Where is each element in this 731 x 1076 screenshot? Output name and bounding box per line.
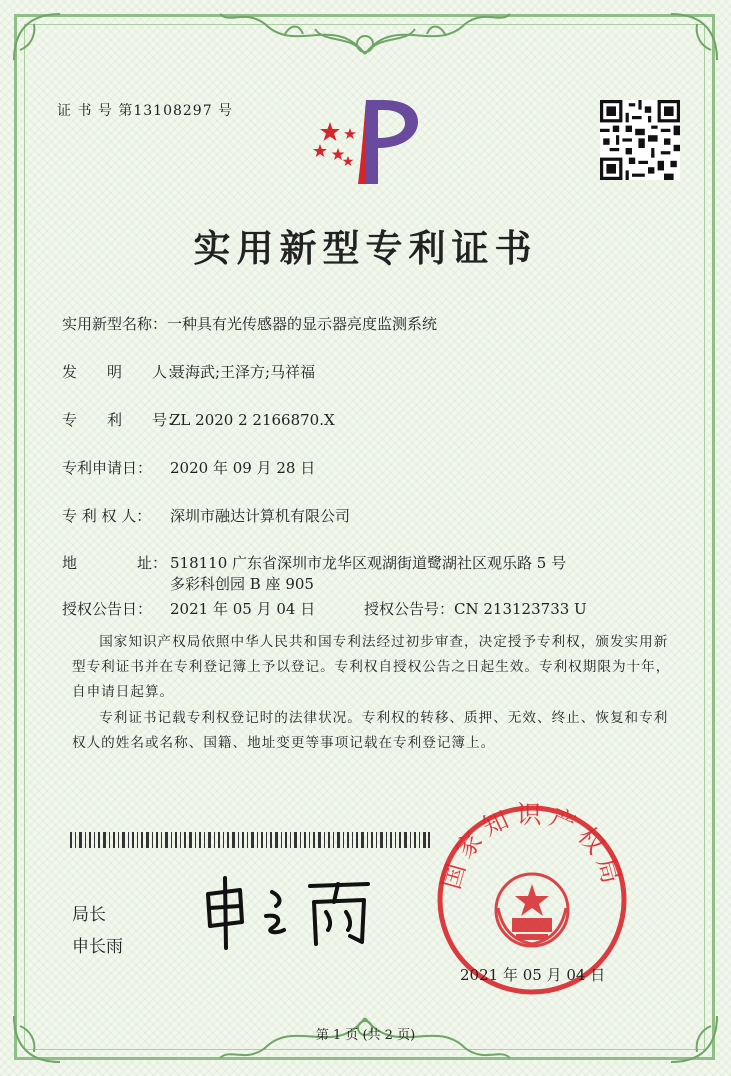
utility-name-row <box>62 313 437 334</box>
document-title: 实用新型专利证书 <box>193 226 538 270</box>
grant-date-row <box>62 598 315 619</box>
statement-paragraph-2: 专利证书记载专利权登记时的法律状况。专利权的转移、质押、无效、终止、恢复和专利权人的姓名或名称、国籍、地址变更等事项记载在专利登记簿上。 <box>72 710 669 751</box>
cnipa-logo-icon <box>308 92 428 192</box>
apply-date-label: 专利申请日： <box>62 459 153 477</box>
owner-row <box>62 505 350 526</box>
corner-ornament-top-right <box>665 10 721 66</box>
grant-number-label: 授权公告号： <box>364 600 455 618</box>
apply-date-value: 2020 年 09 月 28 日 <box>170 459 316 477</box>
corner-ornament-top-left <box>10 10 66 66</box>
signer-title: 局长 <box>72 905 106 925</box>
address-line2: 多彩科创园 B 座 905 <box>170 575 314 593</box>
svg-text:国家知识产权局 <box>436 800 627 892</box>
owner-label: 专 利 权 人： <box>62 507 152 525</box>
top-ornament <box>215 4 515 62</box>
grant-number-value: CN 213123733 U <box>454 600 587 618</box>
owner-value: 深圳市融达计算机有限公司 <box>170 507 351 525</box>
grant-number-row <box>364 598 587 619</box>
grant-date-value: 2021 年 05 月 04 日 <box>170 600 316 618</box>
statement-paragraph-1: 国家知识产权局依照中华人民共和国专利法经过初步审查，决定授予专利权，颁发实用新型专利证书并在专利登记簿上予以登记。专利权自授权公告之日起生效。专利权期限为十年，自申请日起算。 <box>72 634 671 700</box>
seal-text: 国家知识产权局 <box>436 800 628 893</box>
inventor-row <box>62 361 315 382</box>
inventor-label: 发 明 人： <box>62 363 183 381</box>
patent-number-value: ZL 2020 2 2166870.X <box>170 411 335 429</box>
patent-number-label: 专 利 号： <box>62 411 183 429</box>
handwritten-signature <box>200 872 380 952</box>
grant-date-label: 授权公告日： <box>62 600 153 618</box>
certificate-number: 证 书 号 第13108297 号 <box>57 103 234 119</box>
utility-name-label: 实用新型名称： <box>62 315 168 333</box>
seal-date: 2021 年 05 月 04 日 <box>460 966 606 984</box>
qr-code-icon <box>600 100 680 180</box>
utility-name-value: 一种具有光传感器的显示器亮度监测系统 <box>167 315 438 333</box>
barcode-strip <box>70 832 430 848</box>
address-line1: 518110 广东省深圳市龙华区观湖街道鹭湖社区观乐路 5 号 <box>170 554 567 572</box>
patent-number-row <box>62 409 335 430</box>
inventor-value: 聂海武;王泽方;马祥福 <box>170 363 316 381</box>
page-number: 第 1 页 (共 2 页) <box>315 1028 416 1043</box>
address-label: 地 址： <box>62 554 168 572</box>
address-row <box>62 552 566 573</box>
signer-name: 申长雨 <box>72 937 123 957</box>
apply-date-row <box>62 457 315 478</box>
